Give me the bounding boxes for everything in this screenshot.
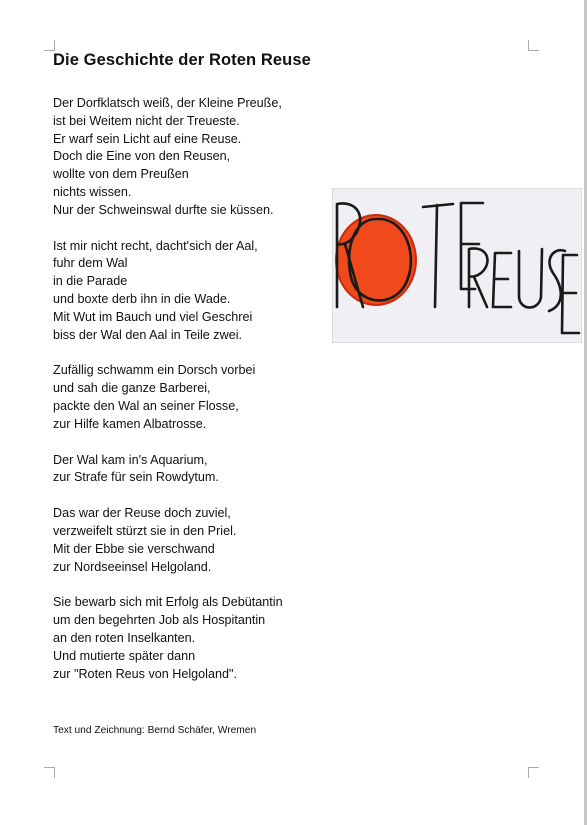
poem-line: nichts wissen. [53,184,132,199]
poem-line: Mit Wut im Bauch und viel Geschrei [53,309,253,324]
poem-line: zur Strafe für sein Rowdytum. [53,470,219,485]
margin-corner-top-left [44,40,55,51]
poem-line: Der Dorfklatsch weiß, der Kleine Preuße, [53,96,282,110]
poem-line: zur Hilfe kamen Albatrosse. [53,416,207,431]
credit-line: Text und Zeichnung: Bernd Schäfer, Wremen [53,725,257,736]
poem-line: Er warf sein Licht auf eine Reuse. [53,131,242,146]
poem-stanza [53,362,333,433]
poem-line: Sie bewarb sich mit Erfolg als Debütantin [53,595,283,610]
poem-line: verzweifelt stürzt sie in den Priel. [53,523,237,538]
drawing-svg [333,189,582,343]
poem-line: biss der Wal den Aal in Teile zwei. [53,327,242,342]
poem-line: und sah die ganze Barberei, [53,381,211,396]
poem-stanza [53,505,333,576]
letter-u [519,249,542,308]
letter-t [423,204,453,307]
poem-line: Ist mir nicht recht, dacht'sich der Aal, [53,238,258,253]
poem-line: zur Nordseeinsel Helgoland. [53,559,212,574]
letter-e2 [493,253,511,307]
poem [53,95,333,701]
poem-line: in die Parade [53,274,128,289]
poem-stanza [53,238,333,345]
poem-line: an den roten Inselkanten. [53,630,196,645]
poem-line: zur "Roten Reus von Helgoland". [53,666,237,681]
poem-stanza [53,594,333,683]
poem-line: Und mutierte später dann [53,648,196,663]
margin-corner-top-right [528,40,539,51]
poem-line: um den begehrten Job als Hospitantin [53,613,266,628]
letter-r2 [469,248,487,307]
poem-stanza [53,452,333,488]
poem-line: Das war der Reuse doch zuviel, [53,506,231,521]
margin-corner-bottom-left [44,767,55,778]
poem-line: und boxte derb ihn in die Wade. [53,291,231,306]
margin-corner-bottom-right [528,767,539,778]
poem-line: packte den Wal an seiner Flosse, [53,398,239,413]
poem-stanza [53,95,333,220]
poem-line: Mit der Ebbe sie verschwand [53,541,215,556]
poem-line: ist bei Weitem nicht der Treueste. [53,113,240,128]
letter-e3 [562,255,579,333]
document-title: Die Geschichte der Roten Reuse [53,51,311,69]
poem-line: wollte von dem Preußen [53,167,189,182]
poem-line: Der Wal kam in's Aquarium, [53,452,208,467]
poem-line: Nur der Schweinswal durfte sie küssen. [53,202,274,217]
poem-line: Zufällig schwamm ein Dorsch vorbei [53,363,256,378]
rote-reuse-drawing [332,188,582,343]
poem-line: Doch die Eine von den Reusen, [53,149,231,164]
poem-line: fuhr dem Wal [53,256,128,271]
